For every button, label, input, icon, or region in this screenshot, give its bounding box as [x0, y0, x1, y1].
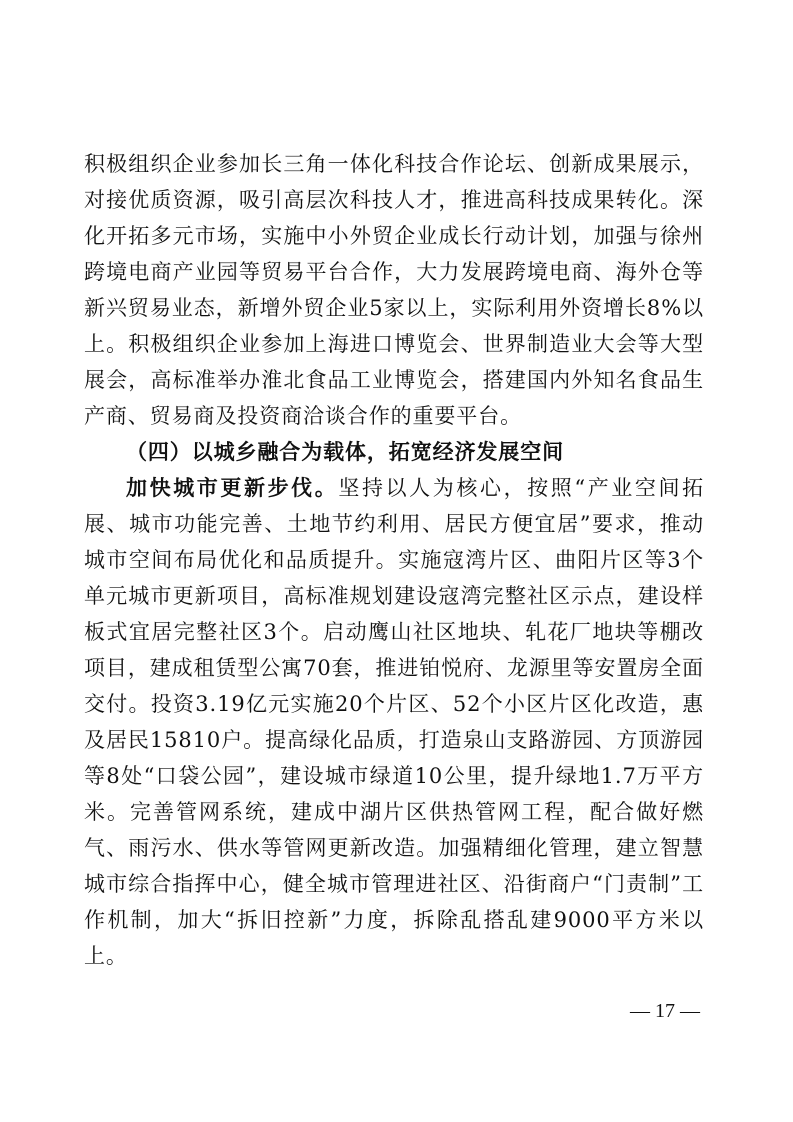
paragraph-2: [84, 470, 704, 974]
paragraph-2-body: 坚持以人为核心，按照“产业空间拓展、城市功能完善、土地节约利用、居民方便宜居”要求，推动城市空间布局优化和品质提升。实施寇湾片区、曲阳片区等3个单元城市更新项目，高标准规划建设寇湾完整社区示点，建设样板式宜居完整社区3个。启动鹰山社区地块、轧花厂地块等棚改项目，建成租赁型公寓70套，推进铂悦府、龙源里等安置房全面交付。投资3.19亿元实施20个片区、52个小区片区化改造，惠及居民15810户。提高绿化品质，打造泉山支路游园、方顶游园等8处“口袋公园”，建设城市绿道10公里，提升绿地1.7万平方米。完善管网系统，建成中湖片区供热管网工程，配合做好燃气、雨污水、供水等管网更新改造。加强精细化管理，建立智慧城市综合指挥中心，健全城市管理进社区、沿街商户“门责制”工作机制，加大“拆旧控新”力度，拆除乱搭乱建9000平方米以上。: [84, 476, 704, 968]
paragraph-1: 积极组织企业参加长三角一体化科技合作论坛、创新成果展示，对接优质资源，吸引高层次科技人才，推进高科技成果转化。深化开拓多元市场，实施中小外贸企业成长行动计划，加强与徐州跨境电商产业园等贸易平台合作，大力发展跨境电商、海外仓等新兴贸易业态，新增外贸企业5家以上，实际利用外资增长8%以上。积极组织企业参加上海进口博览会、世界制造业大会等大型展会，高标准举办淮北食品工业博览会，搭建国内外知名食品生产商、贸易商及投资商洽谈合作的重要平台。: [84, 152, 704, 428]
paragraph-2-lead: 加快城市更新步伐。: [126, 475, 339, 500]
section-heading: （四）以城乡融合为载体，拓宽经济发展空间: [126, 439, 564, 464]
page-number: — 17 —: [630, 1000, 700, 1022]
document-body: [84, 146, 704, 974]
